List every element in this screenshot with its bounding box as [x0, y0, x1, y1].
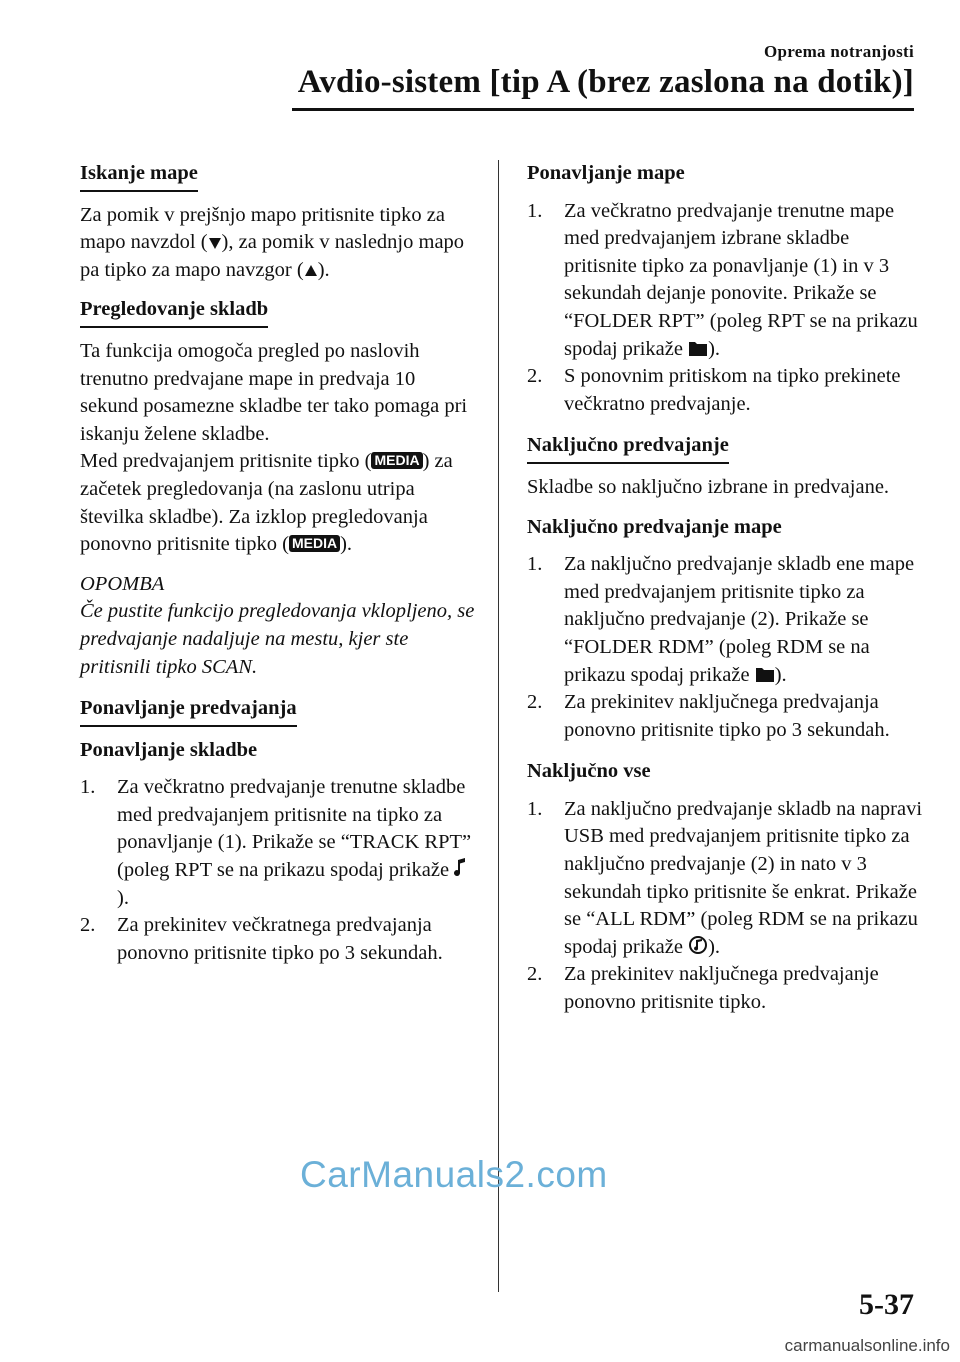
triangle-up-icon [304, 264, 318, 278]
triangle-down-icon [208, 236, 222, 250]
list-random-folder [527, 551, 927, 744]
heading-repeat-folder: Ponavljanje mape [527, 162, 685, 184]
item-text-end: ). [117, 886, 129, 909]
folder-icon [755, 665, 775, 683]
text: ), za pomik v naslednjo mapo pa tipko za mapo navzgor ( [80, 231, 465, 281]
item-number: 1. [80, 776, 96, 799]
item-number: 1. [527, 553, 543, 576]
column-divider [498, 160, 499, 1292]
list-item [80, 912, 475, 967]
item-text-end: ). [708, 337, 721, 360]
music-note-icon [454, 858, 466, 878]
item-text: Za naključno predvajanje skladb na napravi USB med predvajanjem pritisnite tipko za naključno predvajanje (2) in nato v 3 sekundah tipko pritisnite še enkrat. Prikaže se “ALL RDM” (poleg RDM se na prikazu spodaj prikaže [564, 797, 923, 958]
item-text-end: ). [708, 935, 721, 958]
item-text: Za naključno predvajanje skladb ene mape med predvajanjem pritisnite tipko za naključno predvajanje (2). Prikaže se “FOLDER RDM” (poleg RDM se na prikazu spodaj prikaže [564, 553, 915, 686]
item-text: Za prekinitev naključnega predvajanja ponovno pritisnite tipko po 3 sekundah. [564, 691, 890, 741]
item-number: 2. [527, 963, 543, 986]
heading-random-all: Naključno vse [527, 760, 651, 783]
item-number: 1. [527, 199, 543, 222]
item-text: Za večkratno predvajanje trenutne skladbe med predvajanjem pritisnite na tipko za ponavljanje (1). Prikaže se “TRACK RPT” (poleg RPT se na prikazu spodaj prikaže [117, 776, 472, 882]
item-text-end: ). [774, 663, 787, 686]
page-number: 5-37 [859, 1288, 914, 1321]
paragraph-folder-search [80, 202, 475, 285]
disc-random-icon [688, 935, 708, 955]
media-button-icon: MEDIA [289, 535, 340, 552]
note-title: OPOMBA [80, 572, 165, 595]
paragraph-scan-use [80, 448, 475, 558]
heading-random: Naključno predvajanje [527, 432, 729, 464]
item-text: Za večkratno predvajanje trenutne mape med predvajanjem izbrane skladbe pritisnite tipko za ponavljanje (1) in v 3 sekundah dejanje ponovite. Prikaže se “FOLDER RPT” (poleg RPT se na prikazu spodaj prikaže [564, 199, 918, 360]
text: ). [340, 533, 353, 556]
list-item [527, 689, 927, 744]
right-column [527, 160, 927, 1031]
paragraph-random: Skladbe so naključno izbrane in predvajane. [527, 475, 890, 498]
list-item [527, 198, 927, 364]
paragraph-scan-intro: Ta funkcija omogoča pregled po naslovih trenutno predvajane mape in predvaja 10 sekund posamezne skladbe ter tako pomaga pri iskanju želene skladbe. [80, 339, 468, 445]
media-button-icon: MEDIA [371, 452, 422, 469]
heading-scan: Pregledovanje skladb [80, 296, 268, 328]
folder-icon [688, 339, 708, 357]
footer-site: carmanualsonline.info [784, 1336, 950, 1355]
item-number: 1. [527, 797, 543, 820]
item-number: 2. [527, 365, 543, 388]
list-item [527, 796, 927, 962]
heading-repeat: Ponavljanje predvajanja [80, 695, 297, 727]
list-item [527, 961, 927, 1016]
note-body: Če pustite funkcijo pregledovanja vklopljeno, se predvajanje nadaljuje na mestu, kjer ste pritisnili tipko SCAN. [80, 600, 475, 678]
list-repeat-track [80, 774, 475, 967]
list-item [527, 363, 927, 418]
item-text: S ponovnim pritiskom na tipko prekinete večkratno predvajanje. [564, 365, 901, 415]
watermark: CarManuals2.com [300, 1154, 608, 1195]
text: ). [317, 258, 330, 281]
text: Med predvajanjem pritisnite tipko ( [80, 450, 372, 473]
heading-folder-search: Iskanje mape [80, 160, 198, 192]
heading-random-folder: Naključno predvajanje mape [527, 515, 782, 538]
item-number: 2. [80, 914, 96, 937]
list-random-all [527, 796, 927, 1017]
item-text: Za prekinitev večkratnega predvajanja ponovno pritisnite tipko po 3 sekundah. [117, 914, 443, 964]
text: ) za začetek pregledovanja (na zaslonu utripa številka skladbe). Za izklop pregledovanja ponovno pritisnite tipko ( [80, 450, 453, 556]
item-text: Za prekinitev naključnega predvajanje ponovno pritisnite tipko. [564, 963, 879, 1014]
heading-repeat-track: Ponavljanje skladbe [80, 738, 258, 761]
list-item [80, 774, 475, 912]
section-label: Oprema notranjosti [763, 42, 914, 61]
item-number: 2. [527, 691, 543, 714]
header-rule [292, 108, 914, 111]
left-column [80, 160, 475, 981]
list-item [527, 551, 927, 689]
page-title: Avdio-sistem [tip A (brez zaslona na dotik)] [297, 64, 914, 100]
list-repeat-folder [527, 198, 927, 419]
text: Za pomik v prejšnjo mapo pritisnite tipko za mapo navzdol ( [80, 203, 445, 254]
